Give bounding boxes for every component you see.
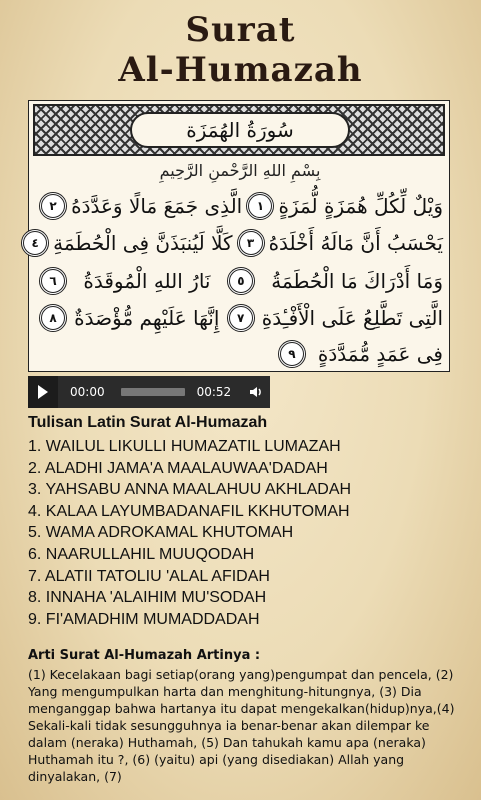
translation-text: (1) Kecelakaan bagi setiap(orang yang)pengumpat dan pencela, (2) Yang mengumpulkan harta dan menghitung-hitungnya, (3) Dia menganggap bahwa hartanya itu dapat mengekalkan(hidup)nya,(4) Sekali-kali tidak sesungguhnya ia benar-benar akan dilempar ke dalam (neraka) Huthamah, (5) Dan tahukah kamu apa (neraka) Huthamah itu ?, (6) (yaitu) api (yang disediakan) Allah yang dinyalakan, (7) xyxy=(28,667,455,784)
ayah-marker-icon: ٦ xyxy=(39,267,67,295)
list-item: 1. WAILUL LIKULLI HUMAZATIL LUMAZAH xyxy=(28,438,341,455)
list-item: 6. NAARULLAHIL MUUQODAH xyxy=(28,545,255,563)
ayah-marker-icon: ١ xyxy=(246,192,274,220)
ayah-marker-icon: ٤ xyxy=(21,229,49,257)
ayah-text: الَّتِى تَطَّلِعُ عَلَى الْأَفْـِٔدَةِ xyxy=(261,306,443,330)
ayah-line xyxy=(35,189,443,223)
list-item: 3. YAHSABU ANNA MAALAHUU AKHLADAH xyxy=(28,481,352,499)
ayah-line xyxy=(35,301,443,335)
list-item: 5. WAMA ADROKAMAL KHUTOMAH xyxy=(28,524,294,542)
surah-name-header: سُورَةُ الهُمَزَة xyxy=(130,112,350,148)
ayah-text: وَيْلٌ لِّكُلِّ هُمَزَةٍ لُّمَزَةٍ xyxy=(278,194,443,218)
translation-section-title: Arti Surat Al-Humazah Artinya : xyxy=(28,648,261,663)
ayah-marker-icon: ٥ xyxy=(227,267,255,295)
ayah-text: إِنَّهَا عَلَيْهِم مُّؤْصَدَةٌ xyxy=(74,306,220,330)
list-item: 2. ALADHI JAMA'A MAALAUWAA'DADAH xyxy=(28,459,328,477)
list-item: 8. INNAHA 'ALAIHIM MU'SODAH xyxy=(28,589,267,607)
basmala: بِسْمِ اللهِ الرَّحْمنِ الرَّحِيمِ xyxy=(159,161,321,180)
current-time: 00:00 xyxy=(70,385,105,399)
play-icon xyxy=(38,385,48,399)
list-item: 9. FI'AMADHIM MUMADDADAH xyxy=(28,610,260,628)
play-button[interactable] xyxy=(28,376,58,408)
page-title-line1: Surat xyxy=(185,10,296,50)
quran-mushaf-image xyxy=(28,100,450,372)
ayah-line xyxy=(35,337,443,371)
page-title-line2: Al-Humazah xyxy=(118,50,363,90)
latin-section-title: Tulisan Latin Surat Al-Humazah xyxy=(28,414,268,431)
ayah-text: نَارُ اللهِ الْمُوقَدَةُ xyxy=(83,269,211,293)
ayah-line xyxy=(31,226,443,260)
ornamental-frame xyxy=(33,104,445,156)
ayah-marker-icon: ٧ xyxy=(227,304,255,332)
ayah-text: فِى عَمَدٍ مُّمَدَّدَةٍ xyxy=(317,342,443,366)
list-item: 4. KALAA LAYUMBADANAFIL KKHUTOMAH xyxy=(28,502,350,520)
volume-icon xyxy=(248,384,264,400)
ayah-text: يَحْسَبُ أَنَّ مَالَهُ أَخْلَدَهُ xyxy=(268,231,443,255)
ayah-text: كَلَّا لَيُنبَذَنَّ فِى الْحُطَمَةِ xyxy=(53,231,233,255)
ayah-marker-icon: ٣ xyxy=(237,229,265,257)
ayah-marker-icon: ٩ xyxy=(278,340,306,368)
list-item: 7. ALATII TATOLIU 'ALAL AFIDAH xyxy=(28,567,270,585)
seek-bar[interactable] xyxy=(121,388,185,396)
ayah-marker-icon: ٢ xyxy=(39,192,67,220)
ayah-marker-icon: ٨ xyxy=(39,304,67,332)
volume-button[interactable] xyxy=(242,376,270,408)
audio-player xyxy=(28,376,270,408)
ayah-line xyxy=(35,264,443,298)
duration-time: 00:52 xyxy=(196,385,232,399)
latin-verse-list xyxy=(28,436,468,630)
ayah-text: وَمَا أَدْرَاكَ مَا الْحُطَمَةُ xyxy=(271,269,443,293)
ayah-text: الَّذِى جَمَعَ مَالًا وَعَدَّدَهُ xyxy=(71,194,243,218)
